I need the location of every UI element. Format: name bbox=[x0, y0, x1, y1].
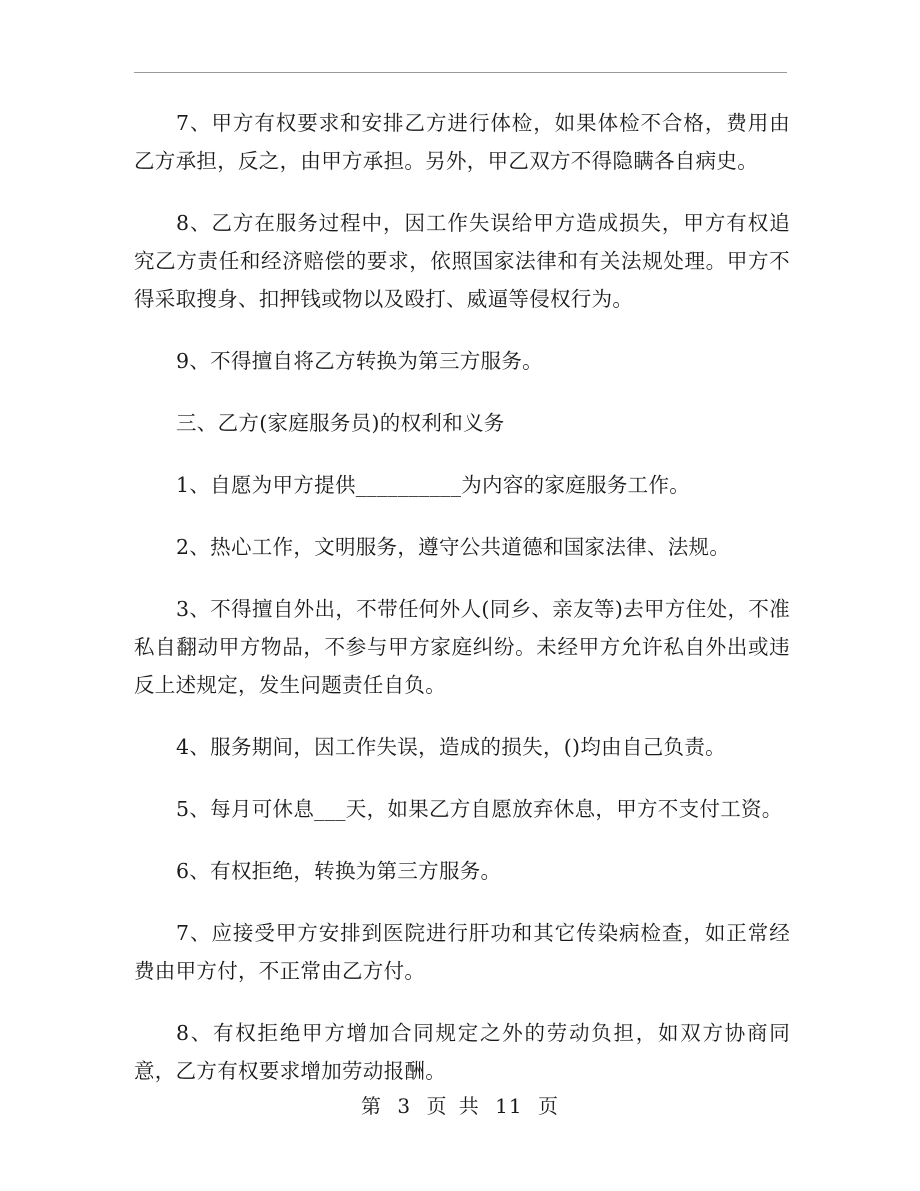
footer-suffix: 页 bbox=[537, 1094, 559, 1118]
footer-prefix: 第 bbox=[361, 1094, 382, 1118]
paragraph-duty-6: 6、有权拒绝，转换为第三方服务。 bbox=[176, 859, 502, 883]
page-footer bbox=[0, 1090, 920, 1119]
paragraph-duty-3: 3、不得擅自外出，不带任何外人(同乡、亲友等)去甲方住处，不准私自翻动甲方物品，不参与甲方家庭纠纷。未经甲方允许私自外出或违反上述规定，发生问题责任自负。 bbox=[134, 597, 790, 697]
paragraph-clause-8: 8、乙方在服务过程中，因工作失误给甲方造成损失，甲方有权追究乙方责任和经济赔偿的要求，依照国家法律和有关法规处理。甲方不得采取搜身、扣押钱或物以及殴打、威逼等侵权行为。 bbox=[134, 211, 790, 311]
paragraph-duty-7: 7、应接受甲方安排到医院进行肝功和其它传染病检查，如正常经费由甲方付，不正常由乙方付。 bbox=[134, 921, 790, 983]
paragraph-duty-8: 8、有权拒绝甲方增加合同规定之外的劳动负担，如双方协商同意，乙方有权要求增加劳动报酬。 bbox=[134, 1021, 790, 1083]
header-rule bbox=[134, 72, 787, 73]
paragraph-duty-5: 5、每月可休息___天，如果乙方自愿放弃休息，甲方不支付工资。 bbox=[176, 797, 783, 821]
document-body bbox=[134, 104, 790, 1114]
paragraph-clause-7: 7、甲方有权要求和安排乙方进行体检，如果体检不合格，费用由乙方承担，反之，由甲方承担。另外，甲乙双方不得隐瞒各自病史。 bbox=[134, 111, 790, 173]
paragraph-duty-2: 2、热心工作，文明服务，遵守公共道德和国家法律、法规。 bbox=[176, 535, 731, 559]
paragraph-duty-4: 4、服务期间，因工作失误，造成的损失，()均由自己负责。 bbox=[176, 735, 726, 759]
paragraph-clause-9: 9、不得擅自将乙方转换为第三方服务。 bbox=[176, 349, 543, 373]
footer-current-page: 3 bbox=[397, 1094, 412, 1118]
paragraph-duty-1: 1、自愿为甲方提供__________为内容的家庭服务工作。 bbox=[176, 473, 691, 497]
footer-middle: 页 共 bbox=[426, 1094, 480, 1118]
footer-total-pages: 11 bbox=[495, 1094, 523, 1118]
section-heading: 三、乙方(家庭服务员)的权利和义务 bbox=[176, 411, 505, 435]
